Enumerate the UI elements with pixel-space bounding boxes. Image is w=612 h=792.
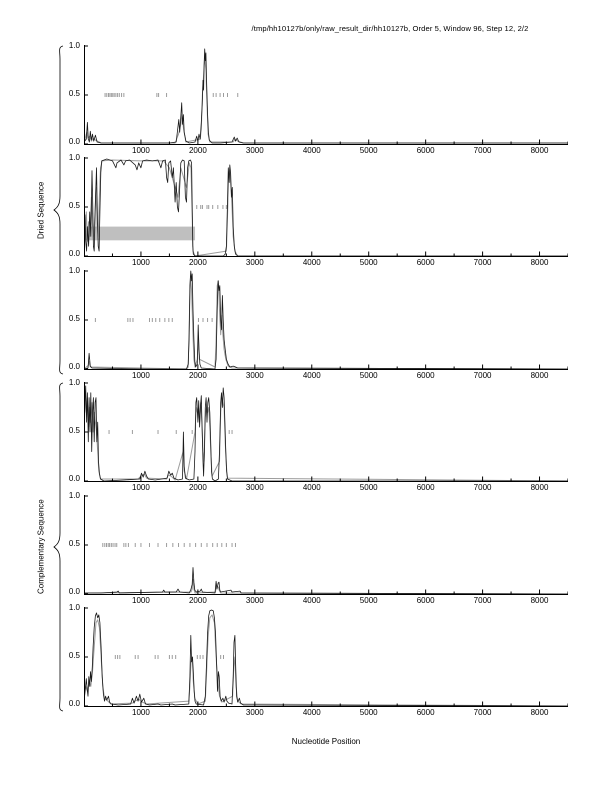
x-tick-label: 3000	[245, 596, 264, 605]
x-tick-label: 6000	[416, 596, 435, 605]
complementary-sequence-label: Complementary Sequence	[36, 499, 46, 595]
panel-dried-3	[0, 266, 612, 384]
plot-complementary-2	[84, 495, 568, 595]
plot-dried-1	[84, 45, 568, 145]
x-tick-label: 7000	[473, 483, 492, 492]
dried-sequence-label: Dried Sequence	[36, 181, 46, 239]
y-tick-label: 1.0	[68, 603, 80, 612]
panel-dried-1	[0, 41, 612, 159]
x-tick-label: 4000	[302, 708, 321, 717]
x-tick-label: 8000	[530, 708, 549, 717]
plot-complementary-3	[84, 607, 568, 707]
trace-gray	[84, 276, 568, 369]
x-tick-label: 1000	[132, 483, 150, 492]
y-tick-label: 1.0	[68, 41, 80, 50]
x-tick-label: 7000	[473, 258, 492, 267]
x-tick-label: 6000	[416, 146, 435, 155]
x-tick-label: 2000	[188, 483, 207, 492]
y-tick-label: 0.0	[68, 137, 80, 146]
x-tick-label: 7000	[473, 596, 492, 605]
plot-complementary-1	[84, 382, 568, 482]
x-tick-label: 1000	[132, 596, 150, 605]
x-tick-label: 8000	[530, 371, 549, 380]
x-tick-label: 1000	[132, 258, 150, 267]
x-tick-label: 2000	[188, 596, 207, 605]
trace-black	[84, 610, 568, 706]
trace-gray	[84, 160, 568, 256]
y-tick-label: 0.0	[68, 362, 80, 371]
x-tick-label: 3000	[245, 371, 264, 380]
x-tick-label: 5000	[359, 258, 378, 267]
x-tick-label: 1000	[132, 146, 150, 155]
x-tick-label: 2000	[188, 146, 207, 155]
y-tick-label: 1.0	[68, 378, 80, 387]
x-tick-label: 6000	[416, 258, 435, 267]
x-tick-label: 5000	[359, 146, 378, 155]
x-tick-label: 3000	[245, 258, 264, 267]
y-tick-label: 0.5	[68, 201, 80, 210]
x-tick-label: 7000	[473, 371, 492, 380]
x-tick-label: 6000	[416, 371, 435, 380]
plot-dried-3	[84, 270, 568, 370]
y-tick-label: 0.5	[68, 539, 80, 548]
x-tick-label: 4000	[302, 258, 321, 267]
x-tick-label: 5000	[359, 371, 378, 380]
y-tick-label: 0.0	[68, 699, 80, 708]
y-tick-label: 0.5	[68, 314, 80, 323]
y-tick-label: 0.5	[68, 426, 80, 435]
y-tick-label: 0.0	[68, 474, 80, 483]
x-tick-label: 7000	[473, 146, 492, 155]
panel-complementary-1	[0, 378, 612, 496]
x-tick-label: 7000	[473, 708, 492, 717]
x-tick-label: 5000	[359, 708, 378, 717]
x-tick-label: 5000	[359, 483, 378, 492]
x-tick-label: 3000	[245, 146, 264, 155]
x-tick-label: 5000	[359, 596, 378, 605]
panel-complementary-2	[0, 491, 612, 609]
x-tick-label: 3000	[245, 483, 264, 492]
y-tick-label: 1.0	[68, 491, 80, 500]
trace-black	[84, 271, 568, 369]
x-tick-label: 4000	[302, 146, 321, 155]
y-tick-label: 0.0	[68, 249, 80, 258]
trace-black	[84, 386, 568, 481]
trace-black	[84, 159, 568, 256]
x-tick-label: 4000	[302, 371, 321, 380]
x-tick-label: 8000	[530, 258, 549, 267]
y-tick-label: 1.0	[68, 153, 80, 162]
x-tick-label: 1000	[132, 708, 150, 717]
trace-gray	[84, 56, 568, 143]
x-tick-label: 8000	[530, 483, 549, 492]
x-tick-label: 8000	[530, 596, 549, 605]
x-tick-label: 8000	[530, 146, 549, 155]
x-axis-title: Nucleotide Position	[291, 737, 361, 746]
panel-dried-2	[0, 153, 612, 271]
x-tick-label: 3000	[245, 708, 264, 717]
y-tick-label: 0.5	[68, 651, 80, 660]
x-tick-label: 6000	[416, 483, 435, 492]
y-tick-label: 0.5	[68, 89, 80, 98]
highlight-bar	[84, 227, 195, 241]
figure-title: /tmp/hh10127b/only/raw_result_dir/hh10127b, Order 5, Window 96, Step 12, 2/2	[251, 24, 529, 33]
x-tick-label: 2000	[188, 708, 207, 717]
x-tick-label: 4000	[302, 596, 321, 605]
x-tick-label: 6000	[416, 708, 435, 717]
trace-gray	[84, 393, 568, 481]
trace-black	[84, 568, 568, 595]
y-tick-label: 0.0	[68, 587, 80, 596]
x-tick-label: 2000	[188, 371, 207, 380]
trace-gray	[84, 615, 568, 706]
x-tick-label: 2000	[188, 258, 207, 267]
x-tick-label: 4000	[302, 483, 321, 492]
y-tick-label: 1.0	[68, 266, 80, 275]
plot-dried-2	[84, 157, 568, 257]
panel-complementary-3	[0, 603, 612, 721]
x-tick-label: 1000	[132, 371, 150, 380]
